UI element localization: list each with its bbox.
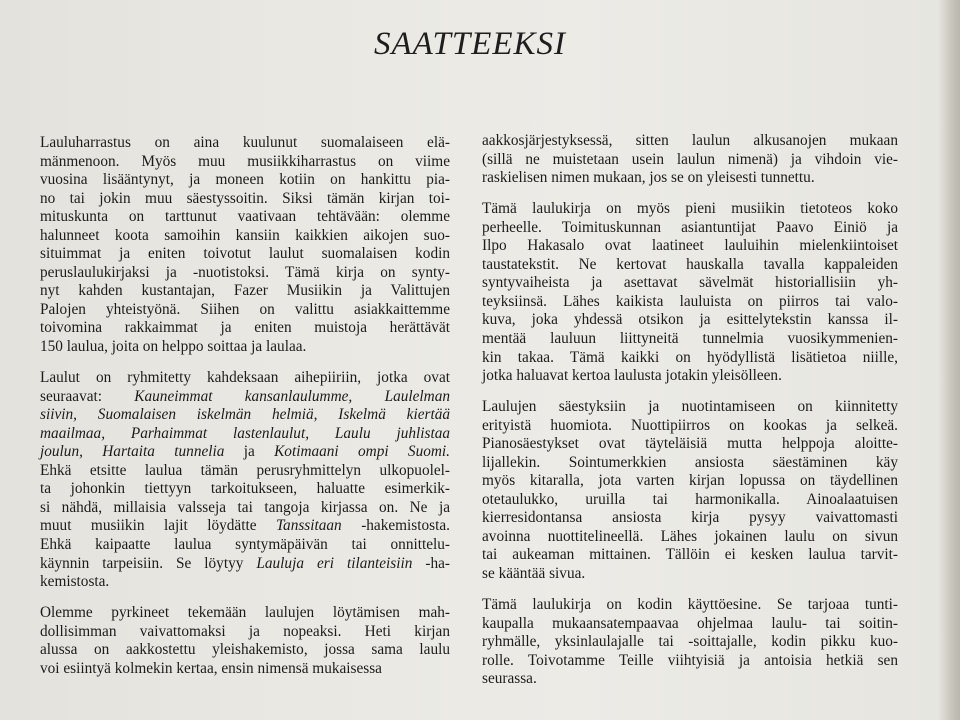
text-line: muut musiikin lajit löydätte Tanssitaan -hakemistosta.	[40, 517, 450, 535]
left-paragraph-2	[40, 369, 450, 592]
text-line: Laulut on ryhmitetty kahdeksaan aihepiiriin, jotka ovat	[40, 369, 450, 387]
text-line: Pianosäestykset ovat täyteläisiä mutta helppoja aloitte-	[482, 435, 898, 453]
text-line: seurassa.	[482, 670, 537, 688]
text-line: erityistä huomiota. Nuottipiirros on kookas ja selkeä.	[482, 416, 898, 434]
text-line: Laulujen säestyksiin ja nuotintamiseen on kiinnitetty	[482, 398, 898, 416]
text-line: Lauluharrastus on aina kuulunut suomalaiseen elä-	[40, 134, 450, 151]
text-line: kin takaa. Tämä kaikki on hyödyllistä lisätietoa niille,	[482, 348, 898, 366]
left-column	[40, 134, 450, 691]
text-line: lijallekin. Sointumerkkien ansiosta säestäminen käy	[482, 453, 898, 471]
text-line: peruslaulukirjaksi ja -nuotistoksi. Tämä kirja on synty-	[40, 263, 450, 281]
text-line: käynnin tarpeisiin. Se löytyy Lauluja eri tilanteisiin -ha-	[40, 554, 451, 572]
text-line: si nähdä, millaisia valsseja tai tangoja kirjassa on. Ne ja	[40, 498, 450, 516]
right-paragraph-2	[482, 200, 898, 385]
text-line: taustatekstit. Ne kertovat hauskalla tavalla kappaleiden	[482, 255, 898, 273]
text-line: halunneet koota samoihin kansiin kaikkien aikojen suo-	[40, 226, 450, 244]
text-line: mänmenoon. Myös muu musiikkiharrastus on viime	[40, 152, 450, 170]
text-line: seuraavat: Kauneimmat kansanlaulumme, Laulelman	[40, 387, 450, 405]
text-line: vuosina lisääntynyt, ja moneen kotiin on hankittu pia-	[40, 171, 450, 189]
text-line: Ehkä etsitte laulua tämän perusryhmittelyn ulkopuolel-	[40, 461, 450, 479]
text-line: se kääntää sivua.	[482, 565, 586, 583]
text-line: myös kitaralla, jota varten kirjan lopussa on täydellinen	[482, 472, 898, 490]
text-line: avoinna nuottitelineellä. Lähes jokainen laulu on sivun	[482, 527, 898, 545]
text-line: siivin, Suomalaisen iskelmän helmiä, Iskelmä kiertää	[40, 406, 450, 424]
right-paragraph-3	[482, 398, 898, 583]
text-line: Tämä laulukirja on kodin käyttöesine. Se tarjoaa tunti-	[482, 596, 898, 614]
text-line: kierresidontansa ansiosta kirja pysyy vaivattomasti	[482, 509, 898, 527]
text-line: aakkosjärjestyksessä, sitten laulun alkusanojen mukaan	[482, 132, 898, 149]
page-title: SAATTEEKSI	[373, 26, 567, 62]
text-line: Ehkä kaipaatte laulua syntymäpäivän tai onnittelu-	[40, 535, 450, 553]
text-line: otetaulukko, uruilla tai harmonikalla. Ainoalaatuisen	[482, 490, 898, 508]
text-line: mentää lauluun liittyneitä tunnelmia vuosikymmenien-	[482, 329, 898, 347]
text-line: perheelle. Toimituskunnan asiantuntijat Paavo Einiö ja	[482, 218, 898, 236]
text-line: Tämä laulukirja on myös pieni musiikin tietoteos koko	[482, 200, 898, 218]
text-line: syntyvaiheista ja asettavat sävelmät historiallisiin yh-	[482, 274, 898, 292]
text-line: situimmat ja eniten toivotut laulut suomalaisen kodin	[40, 245, 450, 263]
text-line: Palojen yhteistyönä. Siihen on valittu asiakkaittemme	[40, 300, 450, 318]
text-line: alussa on aakkostettu yleishakemisto, jossa sama laulu	[40, 641, 450, 659]
right-paragraph-4	[482, 596, 898, 689]
text-line: tai aukeaman mittainen. Tällöin ei kesken laulua tarvit-	[482, 546, 898, 564]
text-line: kemistosta.	[40, 573, 110, 591]
text-line: kaupalla mukaansatempaavaa ohjelmaa laulu- tai soitin-	[482, 614, 898, 632]
text-line: no tai jokin muu säestyssoitin. Siksi tämän kirjan toi-	[40, 189, 450, 207]
text-line: mituskunta on tarttunut vaativaan tehtävään: olemme	[40, 208, 450, 226]
right-paragraph-1	[482, 132, 898, 188]
text-line: maailmaa, Parhaimmat lastenlaulut, Laulu juhlistaa	[40, 424, 451, 442]
text-line: dollisimman vaivattomaksi ja nopeaksi. Heti kirjan	[40, 622, 450, 640]
text-line: Olemme pyrkineet tekemään laulujen löytämisen mah-	[40, 604, 450, 622]
text-line: jotka haluavat kertoa laulusta jotakin yleisölleen.	[482, 367, 782, 385]
text-line: (sillä ne muistetaan usein laulun nimenä) ja vihdoin vie-	[482, 150, 898, 168]
text-line: voi esiintyä kolmekin kertaa, ensin nimensä mukaisessa	[40, 659, 382, 677]
text-line: 150 laulua, joita on helppo soittaa ja laulaa.	[40, 338, 307, 356]
right-column	[482, 134, 898, 701]
text-line: kuva, joka yhdessä otsikon ja esittelytekstin kanssa il-	[482, 311, 898, 329]
text-line: Ilpo Hakasalo ovat laatineet lauluihin mielenkiintoiset	[482, 237, 898, 255]
text-line: teyksiinsä. Lähes kaikista lauluista on piirros tai valo-	[482, 292, 898, 310]
left-paragraph-3	[40, 604, 450, 678]
text-line: ryhmälle, yksinlaulajalle tai -soittajalle, kodin pikku kuo-	[482, 633, 898, 651]
text-line: ta johonkin tiettyyn tarkoitukseen, haluatte esimerkik-	[40, 480, 450, 498]
text-line: toivomina rakkaimmat ja eniten muistoja herättävät	[40, 319, 450, 337]
text-line: nyt kahden kustantajan, Fazer Musiikin ja Valittujen	[40, 282, 450, 300]
left-paragraph-1	[40, 134, 450, 357]
text-line: raskielisen nimen mukaan, jos se on yleisesti tunnettu.	[482, 169, 815, 187]
text-line: rolle. Toivotamme Teille viihtyisiä ja antoisia hetkiä sen	[482, 651, 898, 669]
text-line: joulun, Hartaita tunnelia ja Kotimaani ompi Suomi.	[40, 443, 450, 461]
